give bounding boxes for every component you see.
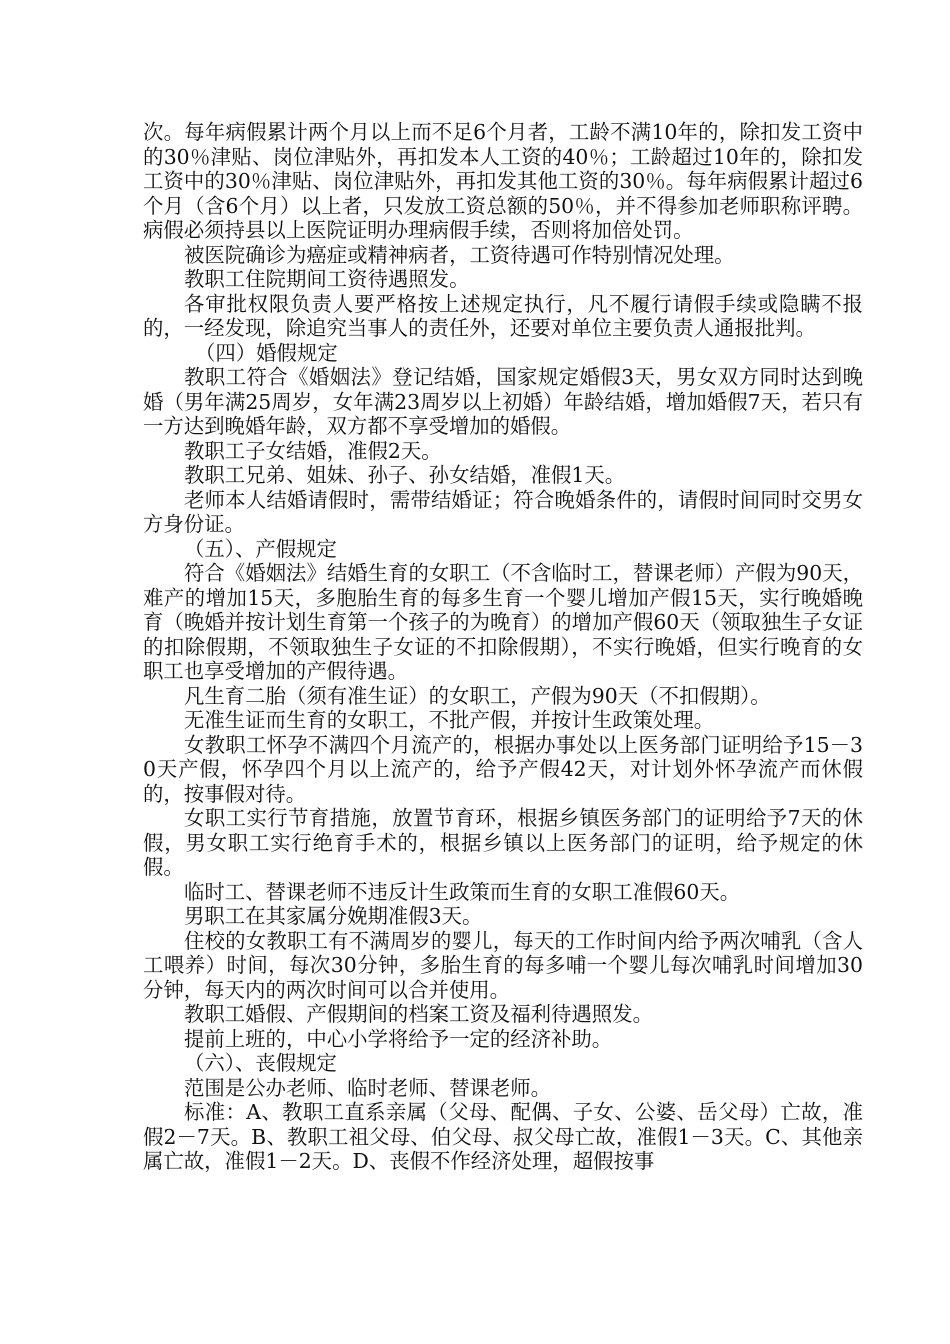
paragraph-approval-authority: 各审批权限负责人要严格按上述规定执行，凡不履行请假手续或隐瞒不报的，一经发现，除追究当事人的责任外，还要对单位主要负责人通报批判。 [143,291,863,340]
paragraph-siblings-marriage: 教职工兄弟、姐妹、孙子、孙女结婚，准假1天。 [184,463,626,487]
paragraph-maternity-leave-days: 符合《婚姻法》结婚生育的女职工（不含临时工，替课老师）产假为90天，难产的增加15天，多胞胎生育的每多生育一个婴儿增加产假15天，实行晚婚晚育（晚婚并按计划生育第一个孩子的为晚育）的增加产假60天（领取独生子女证的扣除假期，不领取独生子女证的不扣除假期），不实行晚婚，但实行晚育的女职工也享受增加的产假待遇。 [143,561,863,683]
section-heading-maternity-leave: （五）、产假规定 [184,536,337,561]
paragraph-hospitalization-pay: 教职工住院期间工资待遇照发。 [184,267,470,291]
paragraph-cancer-mental-illness: 被医院确诊为癌症或精神病者，工资待遇可作特别情况处理。 [184,242,735,267]
paragraph-no-birth-permit: 无准生证而生育的女职工，不批产假，并按计生政策处理。 [184,708,715,732]
paragraph-early-return-subsidy: 提前上班的，中心小学将给予一定的经济补助。 [184,1026,613,1051]
paragraph-paternity-leave: 男职工在其家属分娩期准假3天。 [184,904,483,928]
paragraph-temporary-staff-maternity: 临时工、替课老师不违反计生政策而生育的女职工准假60天。 [184,879,741,904]
section-heading-bereavement-leave: （六）、丧假规定 [184,1051,337,1075]
paragraph-bereavement-standards: 标准：A、教职工直系亲属（父母、配偶、子女、公婆、岳父母）亡故，准假2－7天。B、教职工祖父母、伯父母、叔父母亡故，准假1－3天。C、其他亲属亡故，准假1－2天。D、丧假不作经济处理，超假按事 [143,1100,863,1173]
paragraph-miscarriage-leave: 女教职工怀孕不满四个月流产的，根据办事处以上医务部门证明给予15－30天产假，怀孕四个月以上流产的，给予产假42天，对计划外怀孕流产而休假的，按事假对待。 [143,732,863,806]
paragraph-children-marriage: 教职工子女结婚，准假2天。 [184,438,442,463]
paragraph-second-child: 凡生育二胎（须有准生证）的女职工，产假为90天（不扣假期）。 [184,683,771,708]
paragraph-bereavement-scope: 范围是公办老师、临时老师、替课老师。 [184,1075,552,1100]
paragraph-marriage-certificate: 老师本人结婚请假时，需带结婚证；符合晚婚条件的，请假时间同时交男女方身份证。 [143,487,863,536]
paragraph-leave-pay: 教职工婚假、产假期间的档案工资及福利待遇照发。 [184,1002,653,1026]
document-page [143,120,863,1174]
paragraph-contraception-leave: 女职工实行节育措施，放置节育环，根据乡镇医务部门的证明给予7天的休假，男女职工实行绝育手术的，根据乡镇以上医务部门的证明，给予规定的休假。 [143,806,863,879]
paragraph-sick-leave-deductions: 次。每年病假累计两个月以上而不足6个月者，工龄不满10年的，除扣发工资中的30％津贴、岗位津贴外，再扣发本人工资的40％；工龄超过10年的，除扣发工资中的30％津贴、岗位津贴外，再扣发其他工资的30％。每年病假累计超过6个月（含6个月）以上者，只发放工资总额的50％，并不得参加老师职称评聘。病假必须持县以上医院证明办理病假手续，否则将加倍处罚。 [143,120,863,242]
paragraph-nursing-time: 住校的女教职工有不满周岁的婴儿，每天的工作时间内给予两次哺乳（含人工喂养）时间，每次30分钟，多胎生育的每多哺一个婴儿每次哺乳时间增加30分钟，每天内的两次时间可以合并使用。 [143,928,863,1002]
paragraph-marriage-leave-days: 教职工符合《婚姻法》登记结婚，国家规定婚假3天，男女双方同时达到晚婚（男年满25周岁，女年满23周岁以上初婚）年龄结婚，增加婚假7天，若只有一方达到晚婚年龄，双方都不享受增加的婚假。 [143,365,863,438]
section-heading-marriage-leave: （四）婚假规定 [195,340,338,365]
